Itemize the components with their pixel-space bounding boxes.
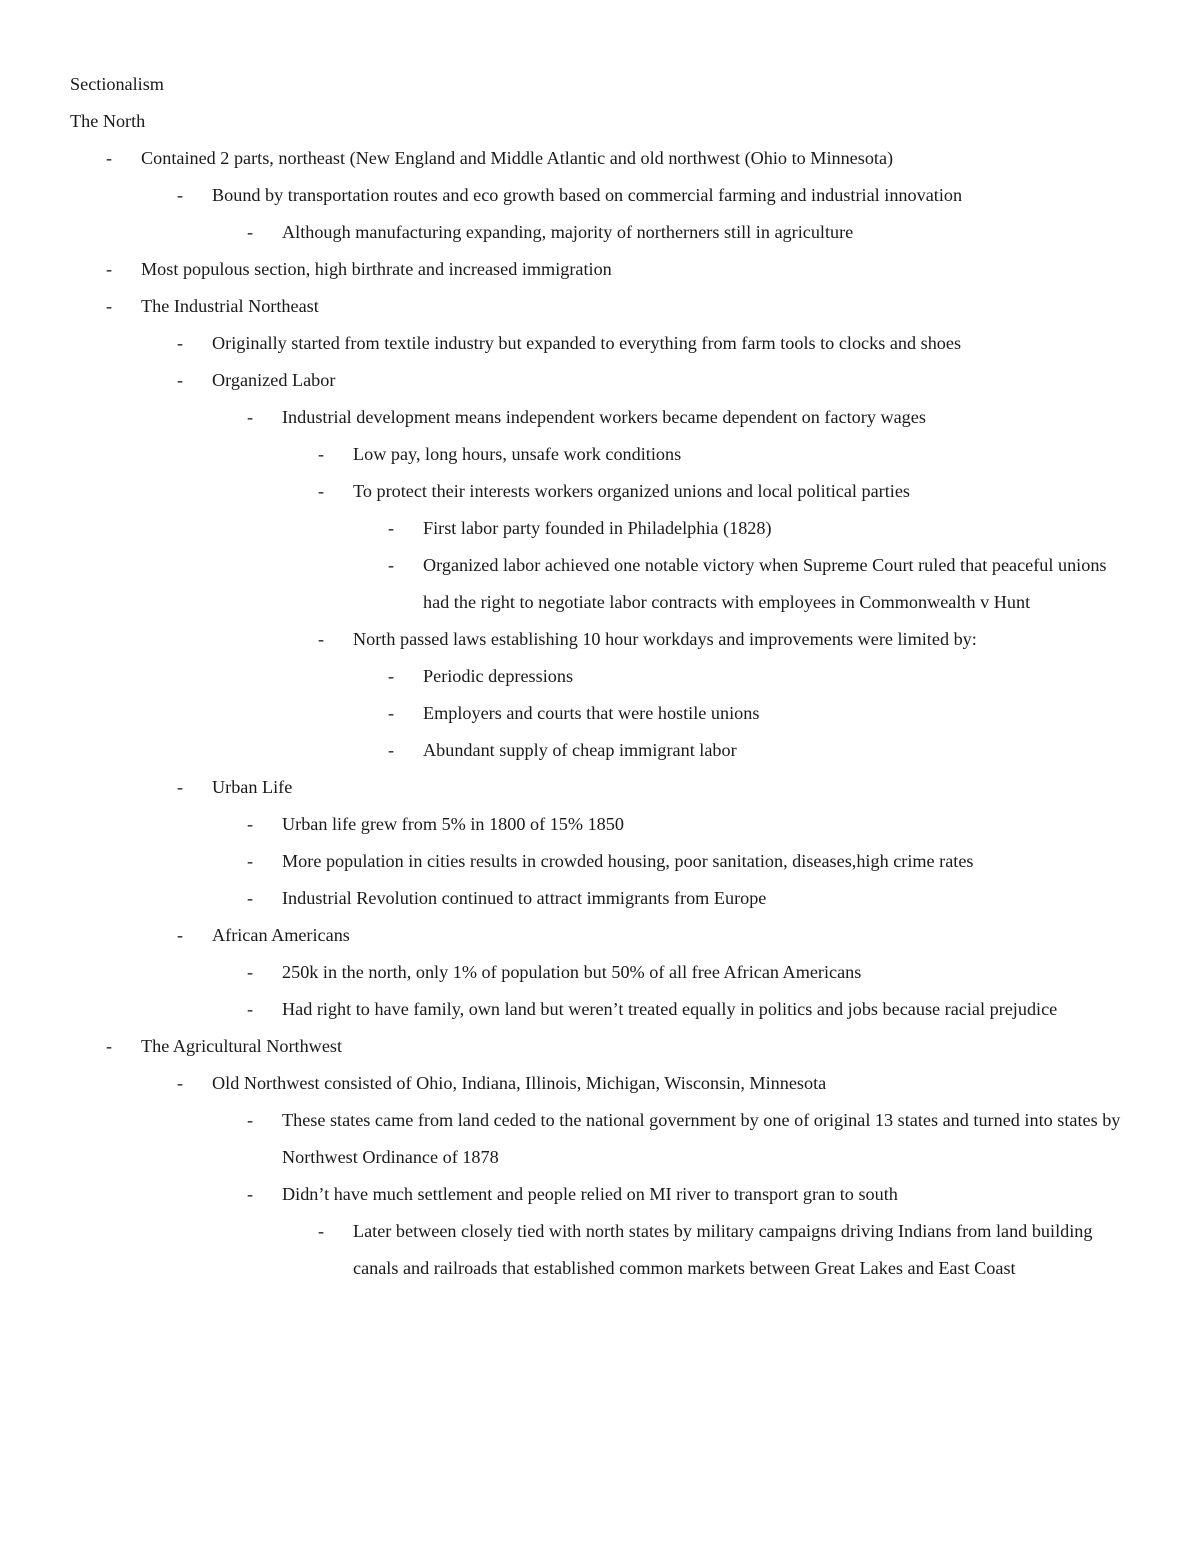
notes-body: [70, 66, 1135, 1287]
bullet-dash: -: [177, 185, 184, 205]
bullet-dash: -: [177, 925, 184, 945]
list-item: [70, 214, 1135, 251]
list-item: [70, 621, 1135, 658]
list-item-text: These states came from land ceded to the national government by one of original 13 states and turned into states by Northwest Ordinance of 1878: [282, 1110, 1121, 1167]
list-item: [70, 843, 1135, 880]
bullet-dash: -: [247, 1184, 254, 1204]
list-item-text: Urban Life: [212, 777, 293, 797]
list-item-text: Organized Labor: [212, 370, 336, 390]
list-item: [70, 436, 1135, 473]
bullet-dash: -: [388, 518, 395, 538]
list-item: [70, 658, 1135, 695]
list-item-text: Most populous section, high birthrate and increased immigration: [141, 259, 612, 279]
list-item-text: Industrial development means independent workers became dependent on factory wages: [282, 407, 926, 427]
list-item: [70, 1028, 1135, 1065]
list-item-text: First labor party founded in Philadelphia (1828): [423, 518, 772, 538]
bullet-dash: -: [388, 740, 395, 760]
list-item: [70, 473, 1135, 510]
list-item: [70, 732, 1135, 769]
list-item-text: More population in cities results in crowded housing, poor sanitation, diseases,high crime rates: [282, 851, 974, 871]
list-item-text: Organized labor achieved one notable victory when Supreme Court ruled that peaceful unions had the right to negotiate labor contracts with employees in Commonwealth v Hunt: [423, 555, 1107, 612]
list-item-text: Old Northwest consisted of Ohio, Indiana, Illinois, Michigan, Wisconsin, Minnesota: [212, 1073, 827, 1093]
list-item-text: Low pay, long hours, unsafe work conditions: [353, 444, 682, 464]
bullet-dash: -: [247, 962, 254, 982]
list-item-text: North passed laws establishing 10 hour workdays and improvements were limited by:: [353, 629, 977, 649]
list-item-text: African Americans: [212, 925, 350, 945]
bullet-dash: -: [106, 259, 113, 279]
list-item: [70, 1176, 1135, 1213]
document-title: Sectionalism: [70, 74, 164, 94]
list-item-text: The Industrial Northeast: [141, 296, 319, 316]
list-item: [70, 140, 1135, 177]
list-item-text: Didn’t have much settlement and people relied on MI river to transport gran to south: [282, 1184, 898, 1204]
list-item: [70, 769, 1135, 806]
list-item-text: Abundant supply of cheap immigrant labor: [423, 740, 737, 760]
bullet-dash: -: [318, 481, 325, 501]
bullet-dash: -: [106, 1036, 113, 1056]
list-item-text: Urban life grew from 5% in 1800 of 15% 1850: [282, 814, 624, 834]
list-item: [70, 695, 1135, 732]
list-item: [70, 325, 1135, 362]
bullet-dash: -: [318, 1221, 325, 1241]
bullet-dash: -: [177, 1073, 184, 1093]
bullet-dash: -: [388, 703, 395, 723]
list-item-text: Industrial Revolution continued to attract immigrants from Europe: [282, 888, 767, 908]
list-item: [70, 547, 1135, 621]
list-item-text: Employers and courts that were hostile unions: [423, 703, 760, 723]
bullet-dash: -: [247, 814, 254, 834]
bullet-dash: -: [247, 1110, 254, 1130]
list-item: [70, 1102, 1135, 1176]
list-item: [70, 362, 1135, 399]
list-item: [70, 1065, 1135, 1102]
list-item-text: To protect their interests workers organized unions and local political parties: [353, 481, 910, 501]
list-item-text: Contained 2 parts, northeast (New England and Middle Atlantic and old northwest (Ohio to Minnesota): [141, 148, 894, 168]
bullet-dash: -: [388, 666, 395, 686]
list-item-text: Later between closely tied with north states by military campaigns driving Indians from land building canals and railroads that established common markets between Great Lakes and East Coast: [353, 1221, 1093, 1278]
list-item-text: Although manufacturing expanding, majority of northerners still in agriculture: [282, 222, 854, 242]
list-item-text: Bound by transportation routes and eco growth based on commercial farming and industrial innovation: [212, 185, 963, 205]
bullet-dash: -: [177, 777, 184, 797]
bullet-dash: -: [106, 296, 113, 316]
list-item: [70, 991, 1135, 1028]
section-heading: The North: [70, 111, 146, 131]
bullet-dash: -: [247, 407, 254, 427]
list-item: [70, 917, 1135, 954]
bullet-dash: -: [247, 999, 254, 1019]
list-item: [70, 880, 1135, 917]
bullet-dash: -: [106, 148, 113, 168]
list-item: [70, 1213, 1135, 1287]
list-item: [70, 806, 1135, 843]
list-item: [70, 177, 1135, 214]
bullet-dash: -: [177, 333, 184, 353]
list-item-text: 250k in the north, only 1% of population but 50% of all free African Americans: [282, 962, 862, 982]
list-item-text: Originally started from textile industry but expanded to everything from farm tools to clocks and shoes: [212, 333, 962, 353]
bullet-dash: -: [247, 888, 254, 908]
list-item: [70, 288, 1135, 325]
list-item-text: Periodic depressions: [423, 666, 574, 686]
outline-list: [70, 140, 1135, 1287]
list-item: [70, 251, 1135, 288]
list-item: [70, 399, 1135, 436]
list-item: [70, 954, 1135, 991]
bullet-dash: -: [177, 370, 184, 390]
bullet-dash: -: [247, 851, 254, 871]
list-item: [70, 510, 1135, 547]
list-item-text: The Agricultural Northwest: [141, 1036, 343, 1056]
list-item-text: Had right to have family, own land but weren’t treated equally in politics and jobs because racial prejudice: [282, 999, 1058, 1019]
bullet-dash: -: [318, 444, 325, 464]
bullet-dash: -: [318, 629, 325, 649]
bullet-dash: -: [247, 222, 254, 242]
bullet-dash: -: [388, 555, 395, 575]
